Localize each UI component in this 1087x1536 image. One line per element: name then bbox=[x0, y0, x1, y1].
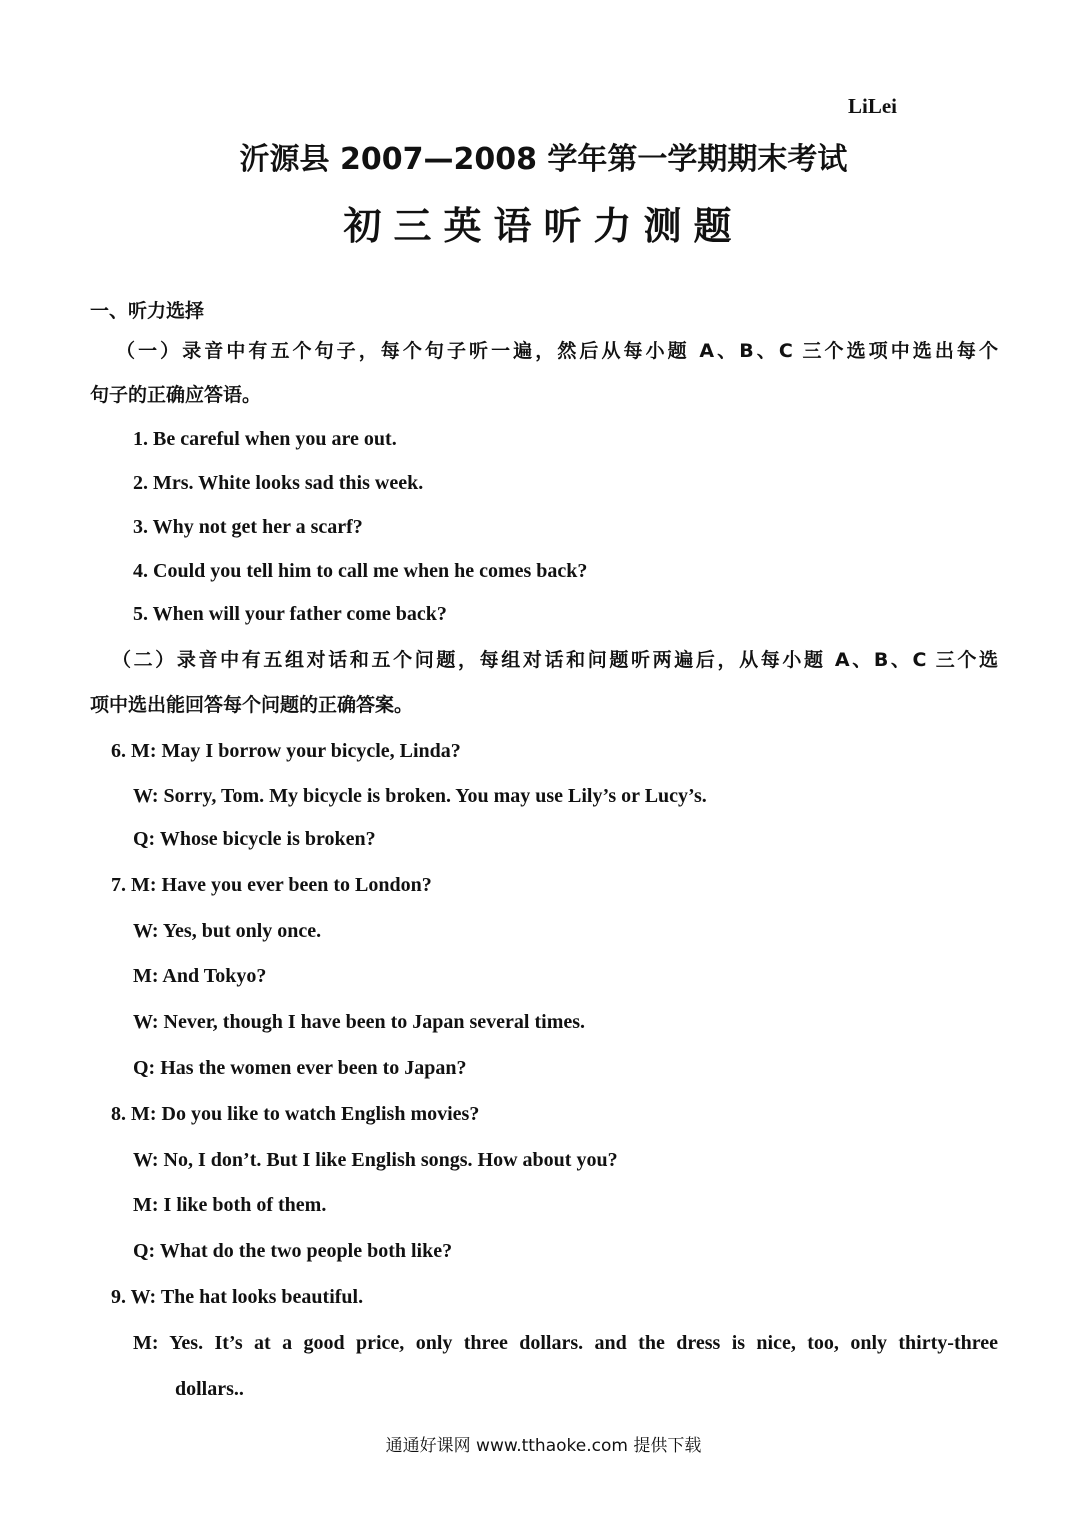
list-item: 4. Could you tell him to call me when he comes back? bbox=[133, 560, 588, 582]
dialogue-line: 7. M: Have you ever been to London? bbox=[111, 874, 432, 896]
dialogue-line: W: Never, though I have been to Japan several times. bbox=[133, 1011, 586, 1033]
dialogue-line: 8. M: Do you like to watch English movies? bbox=[111, 1103, 480, 1125]
part1-instruction-line2: 句子的正确应答语。 bbox=[90, 384, 262, 406]
dialogue-line: W: No, I don’t. But I like English songs. How about you? bbox=[133, 1149, 618, 1171]
list-item: 2. Mrs. White looks sad this week. bbox=[133, 472, 424, 494]
list-item: 1. Be careful when you are out. bbox=[133, 428, 397, 450]
part2-instruction-line2: 项中选出能回答每个问题的正确答案。 bbox=[90, 694, 414, 716]
section-heading: 一、听力选择 bbox=[90, 300, 205, 322]
dialogue-line: Q: What do the two people both like? bbox=[133, 1240, 453, 1262]
list-item: 3. Why not get her a scarf? bbox=[133, 516, 363, 538]
part2-instruction-line1: （二）录音中有五组对话和五个问题，每组对话和问题听两遍后，从每小题 A、B、C 三个选 bbox=[112, 649, 998, 671]
dialogue-line: M: I like both of them. bbox=[133, 1194, 327, 1216]
dialogue-line: dollars.. bbox=[175, 1378, 244, 1400]
dialogue-line: Q: Whose bicycle is broken? bbox=[133, 828, 376, 850]
dialogue-line: 6. M: May I borrow your bicycle, Linda? bbox=[111, 740, 461, 762]
list-item: 5. When will your father come back? bbox=[133, 603, 447, 625]
dialogue-line: Q: Has the women ever been to Japan? bbox=[133, 1057, 467, 1079]
exam-title: 沂源县 2007—2008 学年第一学期期末考试 bbox=[239, 142, 848, 177]
dialogue-line: W: Sorry, Tom. My bicycle is broken. You may use Lily’s or Lucy’s. bbox=[133, 785, 707, 807]
dialogue-line: 9. W: The hat looks beautiful. bbox=[111, 1286, 364, 1308]
dialogue-line: W: Yes, but only once. bbox=[133, 920, 322, 942]
footer-download-note: 通通好课网 www.tthaoke.com 提供下载 bbox=[385, 1436, 702, 1456]
exam-subtitle: 初三英语听力测题 bbox=[343, 204, 744, 248]
dialogue-line: M: Yes. It’s at a good price, only three dollars. and the dress is nice, too, only thirty-three bbox=[133, 1332, 998, 1354]
part1-instruction-line1: （一）录音中有五个句子，每个句子听一遍，然后从每小题 A、B、C 三个选项中选出每个 bbox=[116, 340, 998, 362]
dialogue-line: M: And Tokyo? bbox=[133, 965, 267, 987]
author-name: LiLei bbox=[847, 94, 897, 118]
